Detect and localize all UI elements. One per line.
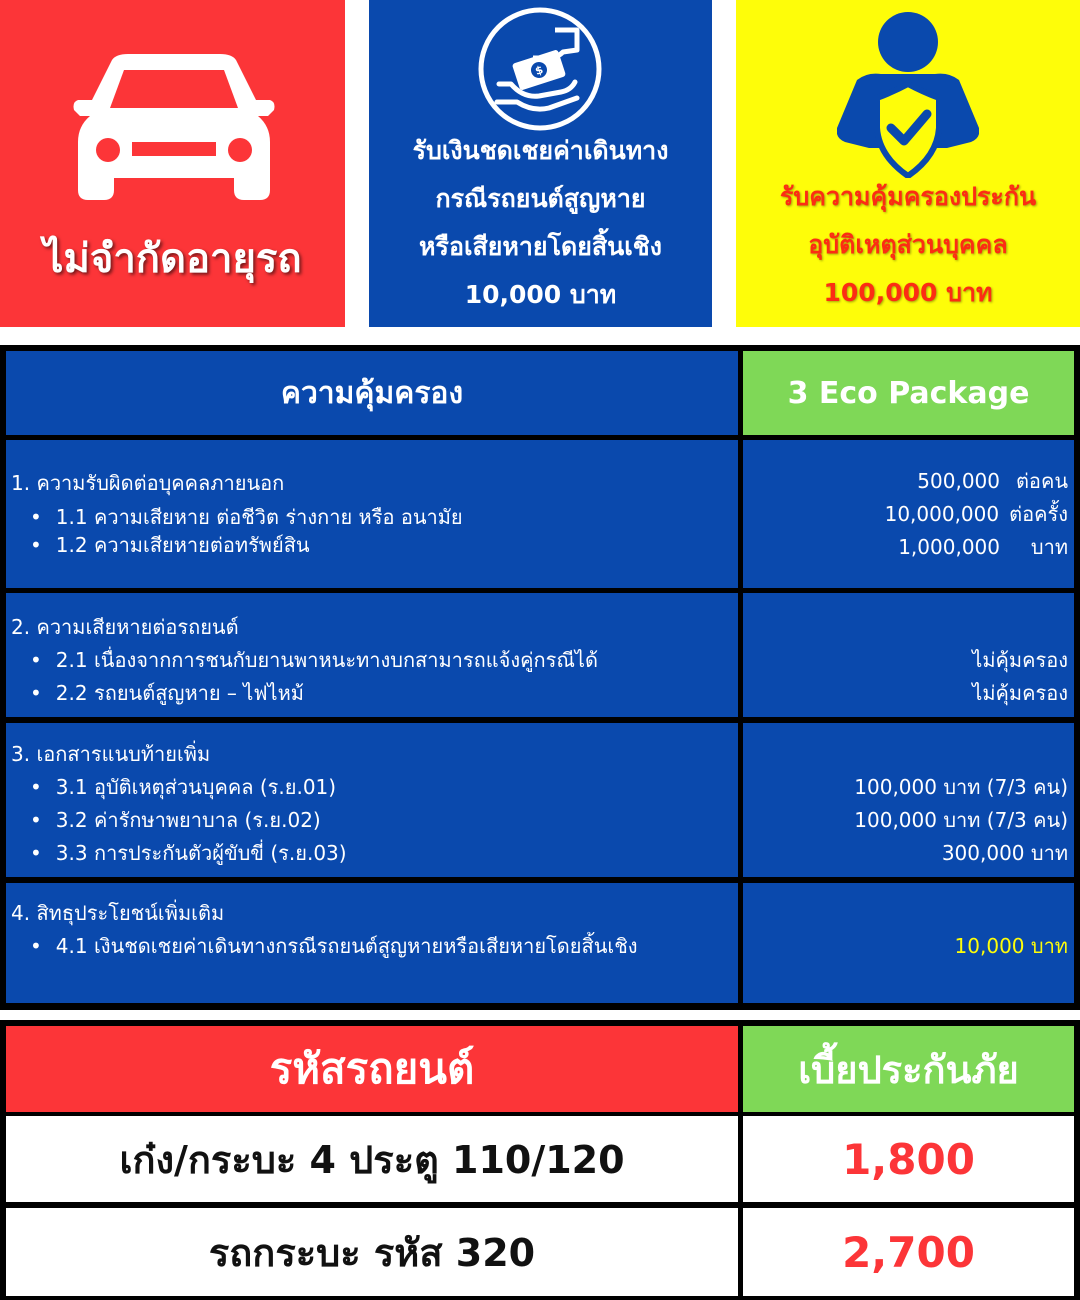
section-2-item-2: • 2.2 รถยนต์สูญหาย – ไฟไหม้ [30, 677, 304, 709]
card-yellow-line-2: อุบัติเหตุส่วนบุคคล [808, 230, 1008, 259]
value-number: 10,000,000 [884, 502, 1000, 526]
value-number: 500,000 [917, 469, 1000, 493]
section-2-title: 2. ความเสียหายต่อรถยนต์ [11, 615, 239, 639]
card-yellow-lines [736, 173, 1080, 317]
section-3-value-3: 300,000 บาท [941, 841, 1068, 865]
section-3-title: 3. เอกสารแนบท้ายเพิ่ม [11, 742, 211, 766]
section-1-right [743, 440, 1074, 588]
section-1-title: 1. ความรับผิดต่อบุคคลภายนอก [11, 471, 285, 495]
section-3-value-1: 100,000 บาท (7/3 คน) [854, 775, 1068, 799]
card-yellow-line-1: รับความคุ้มครองประกัน [779, 182, 1037, 211]
section-1-item-1: • 1.1 ความเสียหาย ต่อชีวิต ร่างกาย หรือ อนามัย [30, 501, 463, 533]
car-code-row-1: เก๋ง/กระบะ 4 ประตู 110/120 [6, 1116, 738, 1202]
car-code-header: รหัสรถยนต์ [6, 1026, 738, 1112]
value-unit: บาท [1030, 535, 1068, 559]
section-4-right [743, 883, 1074, 1003]
section-4-value-1: 10,000 บาท [954, 934, 1068, 958]
svg-text:$: $ [533, 63, 545, 78]
section-2-value-1: ไม่คุ้มครอง [972, 648, 1068, 672]
section-3-item-1: • 3.1 อุบัติเหตุส่วนบุคคล (ร.ย.01) [30, 771, 336, 803]
premium-row-2: 2,700 [743, 1208, 1074, 1296]
value-number: 1,000,000 [898, 535, 1000, 559]
card-red-title: ไม่จำกัดอายุรถ [43, 236, 302, 282]
card-blue-line-2: กรณีรถยนต์สูญหาย [435, 184, 646, 213]
section-2-item-1: • 2.1 เนื่องจากการชนกับยานพาหนะทางบกสามารถแจ้งคู่กรณีได้ [30, 644, 598, 676]
card-blue-line-1: รับเงินชดเชยค่าเดินทาง [412, 136, 669, 165]
section-4-left [6, 883, 738, 1003]
card-yellow-line-3: 100,000 บาท [823, 278, 993, 307]
person-shield-icon [837, 10, 979, 178]
section-3-left [6, 723, 738, 877]
section-3-item-2: • 3.2 ค่ารักษาพยาบาล (ร.ย.02) [30, 804, 321, 836]
section-4-title: 4. สิทธุประโยชน์เพิ่มเติม [11, 901, 225, 925]
card-blue-line-3: หรือเสียหายโดยสิ้นเชิง [419, 232, 662, 261]
premium-row-1: 1,800 [743, 1116, 1074, 1202]
value-unit: ต่อคน [1015, 469, 1068, 493]
value-unit: ต่อครั้ง [1009, 502, 1068, 526]
premium-table [0, 1020, 1080, 1300]
card-blue-line-4: 10,000 บาท [464, 280, 617, 309]
section-2-value-2: ไม่คุ้มครอง [972, 681, 1068, 705]
section-1-left [6, 440, 738, 588]
section-4-item-1: • 4.1 เงินชดเชยค่าเดินทางกรณีรถยนต์สูญหายหรือเสียหายโดยสิ้นเชิง [30, 930, 638, 962]
section-2-right [743, 593, 1074, 717]
car-icon [72, 52, 276, 202]
section-2-left [6, 593, 738, 717]
money-hand-icon [477, 6, 603, 132]
premium-header: เบี้ยประกันภัย [743, 1026, 1074, 1112]
card-blue-lines [369, 127, 712, 319]
car-code-row-2: รถกระบะ รหัส 320 [6, 1208, 738, 1296]
coverage-table [0, 345, 1080, 1010]
section-1-value-2 [885, 498, 1068, 530]
section-1-value-1 [917, 465, 1068, 497]
coverage-header: ความคุ้มครอง [6, 351, 738, 435]
section-1-item-2: • 1.2 ความเสียหายต่อทรัพย์สิน [30, 529, 310, 561]
section-3-value-2: 100,000 บาท (7/3 คน) [854, 808, 1068, 832]
package-header: 3 Eco Package [743, 351, 1074, 435]
section-3-item-3: • 3.3 การประกันตัวผู้ขับขี่ (ร.ย.03) [30, 837, 347, 869]
section-3-right [743, 723, 1074, 877]
section-1-value-3 [898, 531, 1068, 563]
